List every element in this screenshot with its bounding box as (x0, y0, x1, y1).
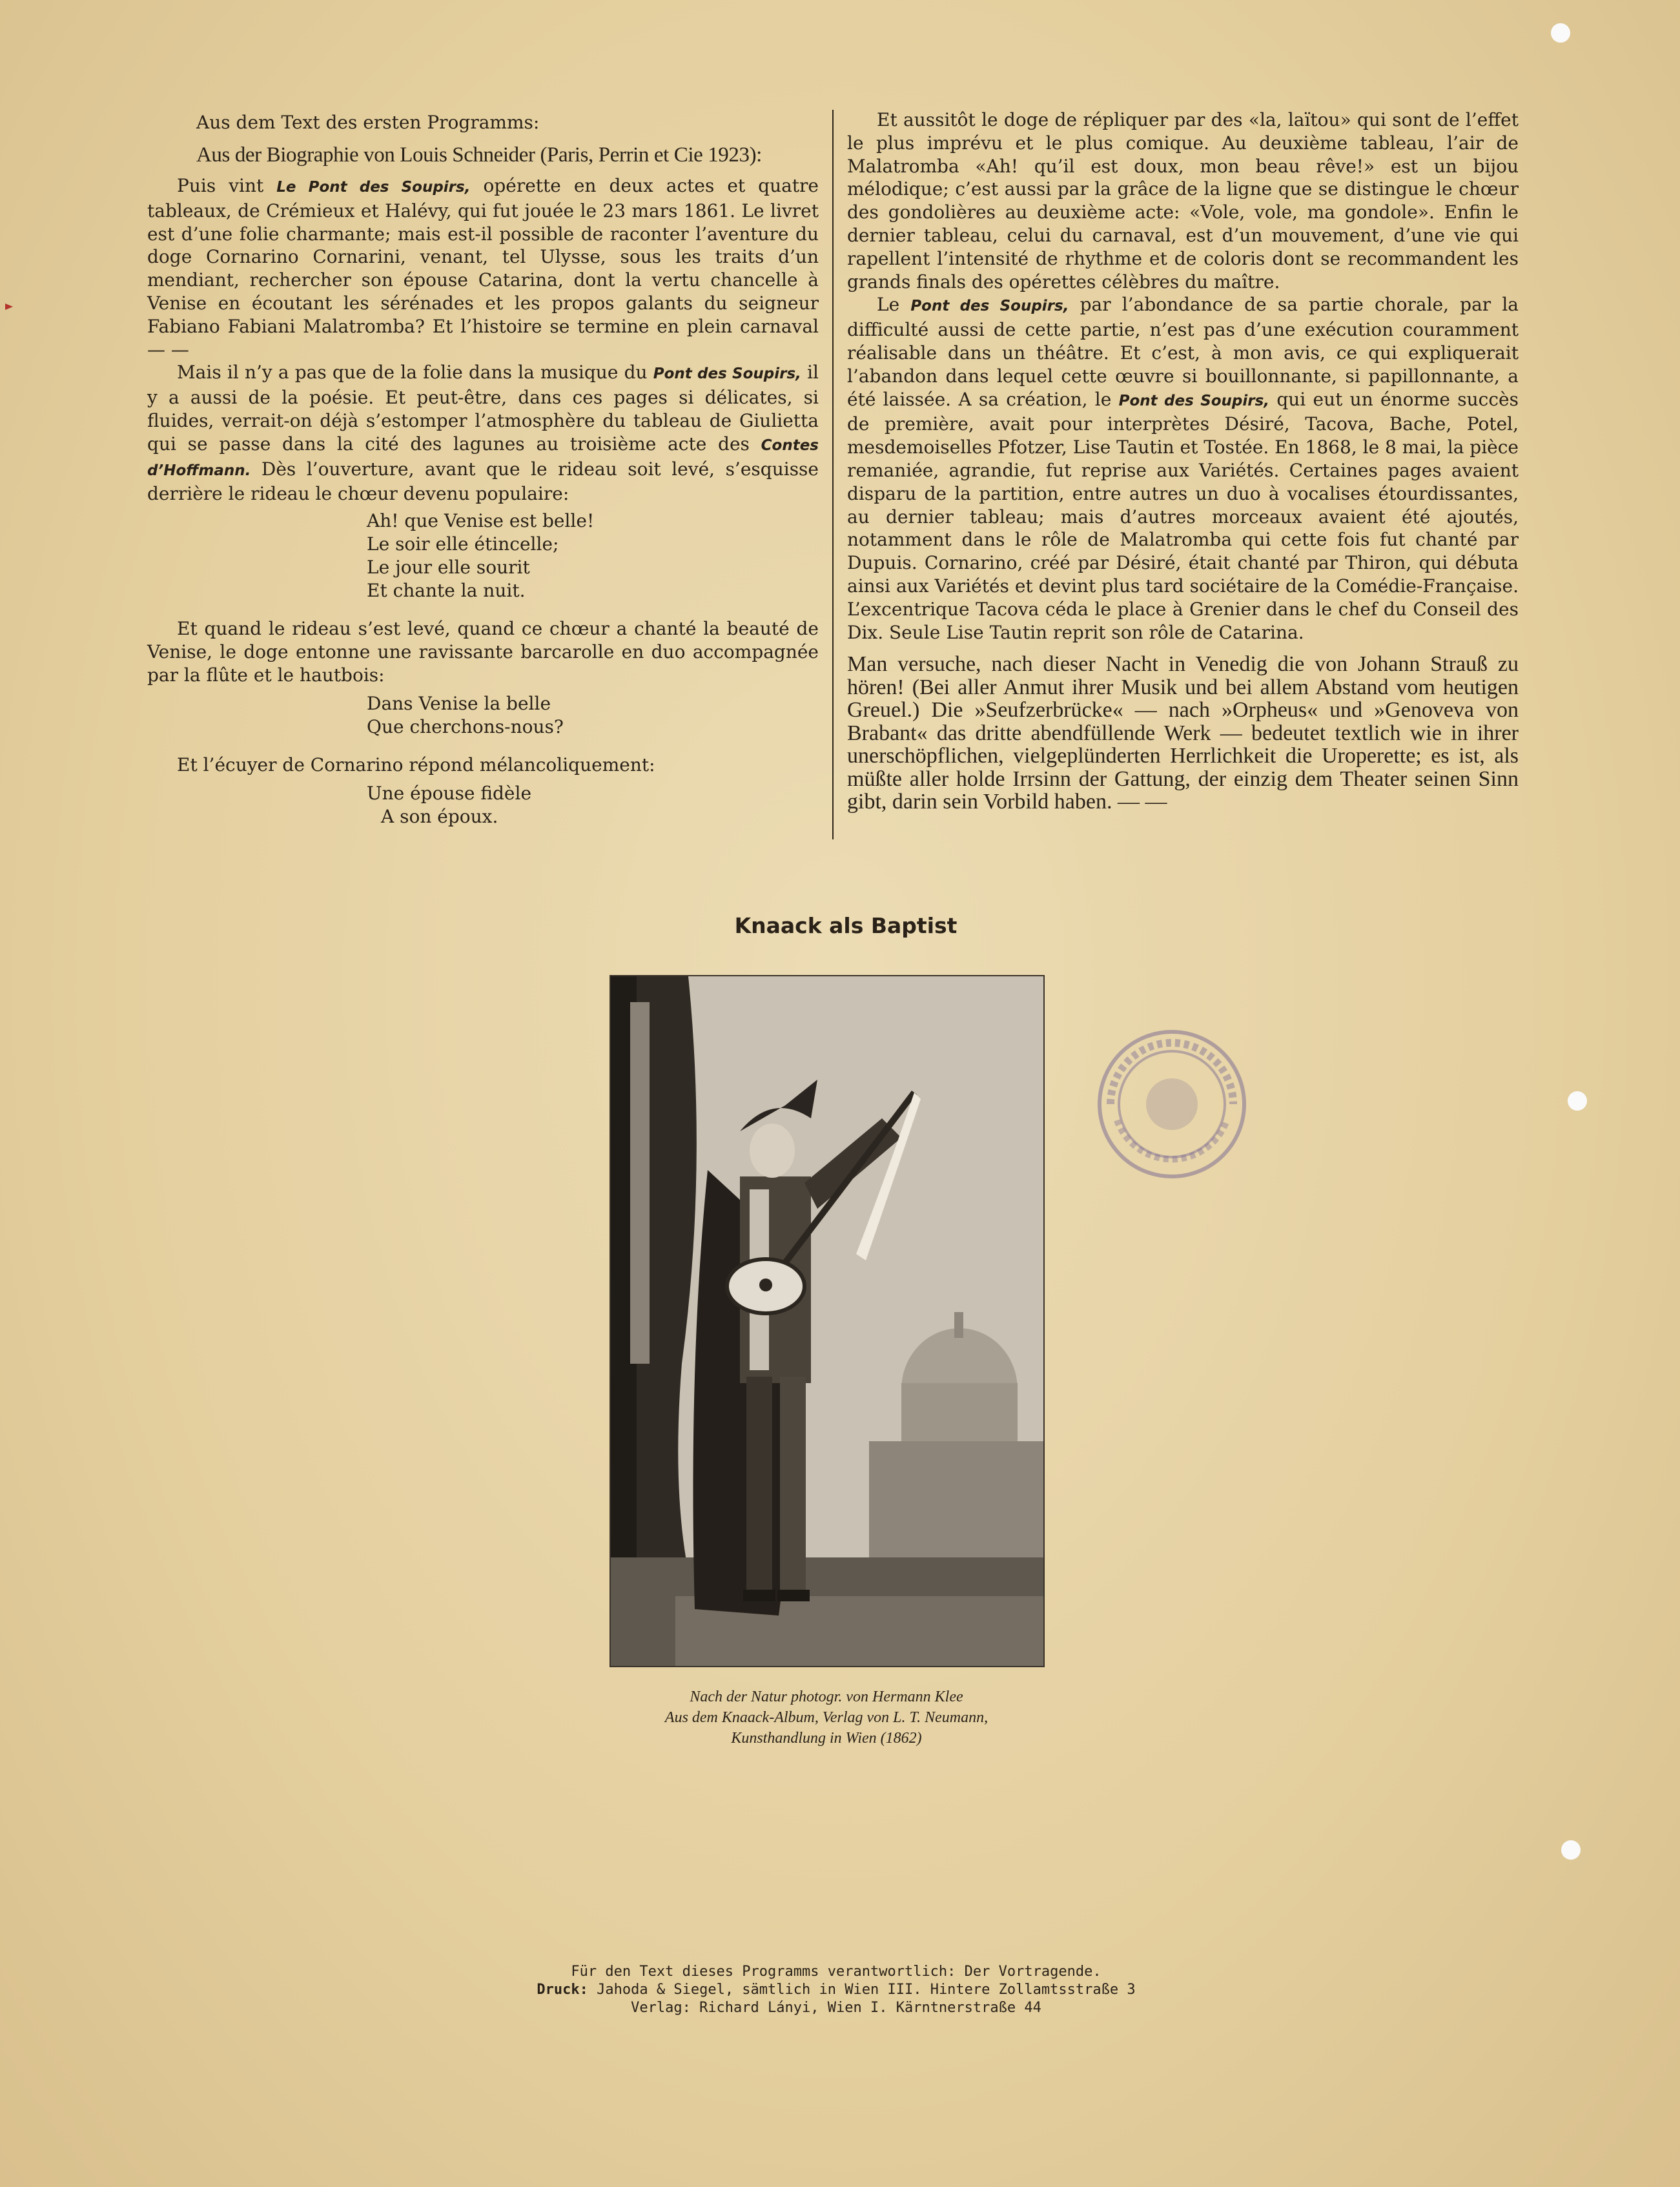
imprint-footer: Für den Text dieses Programms verantwortlich: Der Vortragende. Druck: Jahoda & Siegel, sämtlich in Wien III. Hintere Zollamtsstraße 3 Verlag: Richard Lányi, Wien I. Kärntnerstraße 44 (537, 1964, 1136, 2016)
biography-heading: Aus der Biographie von Louis Schneider (Paris, Perrin et Cie 1923): (196, 143, 762, 167)
left-column (147, 108, 819, 828)
verse-venise: Ah! que Venise est belle! Le soir elle étincelle; Le jour elle sourit Et chante la nuit. (367, 510, 595, 601)
german-paragraph: Man versuche, nach dieser Nacht in Venedig die von Johann Strauß zu hören! (Bei aller Anmut ihrer Musik und bei allem Abstand vom heutigen Greuel.) Die »Seufzerbrücke« — nach »Orpheus« und »Genoveva von Brabant« das dritte abendfüllende Werk — bedeutet textlich wie in ihrer unerschöpflichen, vielgeplünderten Herrlichkeit die Uroperette; es ist, als müßte aller holde Irrsinn der Gattung, der einzig dem Theater seinen Sinn gibt, darin sein Vorbild haben. — — (847, 652, 1519, 814)
verse-epouse: Une épouse fidèle A son époux. (367, 783, 532, 827)
figure-title: Knaack als Baptist (734, 913, 958, 938)
left-paragraph-1: Puis vint Le Pont des Soupirs, opérette en deux actes et quatre tableaux, de Crémieux et Halévy, qui fut jouée le 23 mars 1861. Le livret est d’une folie charmante; mais est-il possible de raconter l’aventure du doge Cornarino Cornarini, venant, tel Ulysse, sous les traits d’un mendiant, rechercher son épouse Catarina, dont la vertu chancelle à Venise en écoutant les sérénades et les propos galants du seigneur Fabiano Fabiani Malatromba? Et l’histoire se termine en plein carnaval — — (147, 175, 819, 360)
right-column (847, 108, 1519, 814)
right-paragraph-1: Et aussitôt le doge de répliquer par des «la, laïtou» qui sont de l’effet le plus imprévu et le plus comique. Au deuxième tableau, l’air de Malatromba «Ah! qu’il est doux, mon beau rêve!» est un bijou mélodique; c’est aussi par la grâce de la ligne que se distingue le chœur des gondolières au deuxième acte: «Vole, vole, ma gondole». Enfin le dernier tableau, celui du carnaval, est d’un mouvement, d’une vie qui rapellent l’intensité de rhythme et de coloris dont se recommandent les grands finals des opérettes célèbres du maître. (847, 109, 1519, 293)
red-margin-mark (5, 303, 13, 310)
photo-illustration (611, 976, 1043, 1666)
photo-caption: Nach der Natur photogr. von Hermann Klee Aus dem Knaack-Album, Verlag von L. T. Neumann, Kunsthandlung in Wien (1862) (664, 1689, 989, 1747)
left-paragraph-4: Et l’écuyer de Cornarino répond mélancoliquement: (177, 754, 655, 776)
punch-hole-top (1551, 23, 1570, 43)
library-stamp (1091, 1023, 1253, 1185)
photograph-knaack (610, 975, 1045, 1667)
punch-hole-bottom (1561, 1840, 1581, 1860)
verse-barcarolle: Dans Venise la belle Que cherchons-nous? (367, 692, 564, 737)
left-paragraph-2: Mais il n’y a pas que de la folie dans la musique du Pont des Soupirs, il y a aussi de la poésie. Et peut-être, dans ces pages si délicates, si fluides, verrait-on déjà s’estomper l’atmosphère du tableau de Giulietta qui se passe dans la cité des lagunes au troisième acte des Contes d’Hoffmann. Dès l’ouverture, avant que le rideau soit levé, s’esquisse derrière le rideau le chœur devenu populaire: (147, 362, 819, 505)
left-paragraph-3: Et quand le rideau s’est levé, quand ce chœur a chanté la beauté de Venise, le doge entonne une ravissante barcarolle en duo accompagnée par la flûte et le hautbois: (147, 618, 819, 686)
program-heading: Aus dem Text des ersten Programms: (196, 112, 540, 133)
column-divider (832, 110, 834, 839)
right-paragraph-2: Le Pont des Soupirs, par l’abondance de sa partie chorale, par la difficulté aussi de cette partie, n’est pas d’une exécution couramment réalisable dans un théâtre. Et c’est, à mon avis, ce qui expliquerait l’abandon dans lequel cette œuvre si bouillonnante, si papillonnante, a été laissée. A sa création, le Pont des Soupirs, qui eut un énorme succès de première, avait pour interprètes Désiré, Tacova, Bache, Potel, mesdemoiselles Pfotzer, Lise Tautin et Tostée. En 1868, le 8 mai, la pièce remaniée, agrandie, fut reprise aux Variétés. Certaines pages avaient disparu de la partition, entre autres un duo à vocalises étourdissantes, au dernier tableau; mais d’autres morceaux avaient été ajoutés, notamment dans le rôle de Malatromba qui cette fois fut chanté par Dupuis. Cornarino, créé par Désiré, était chanté par Thiron, qui débuta ainsi aux Variétés et devint plus tard sociétaire de la Comédie-Française. L’excentrique Tacova céda le place à Grenier dans le chef du Conseil des Dix. Seule Lise Tautin reprit son rôle de Catarina. (847, 294, 1519, 643)
punch-hole-middle (1568, 1091, 1587, 1111)
